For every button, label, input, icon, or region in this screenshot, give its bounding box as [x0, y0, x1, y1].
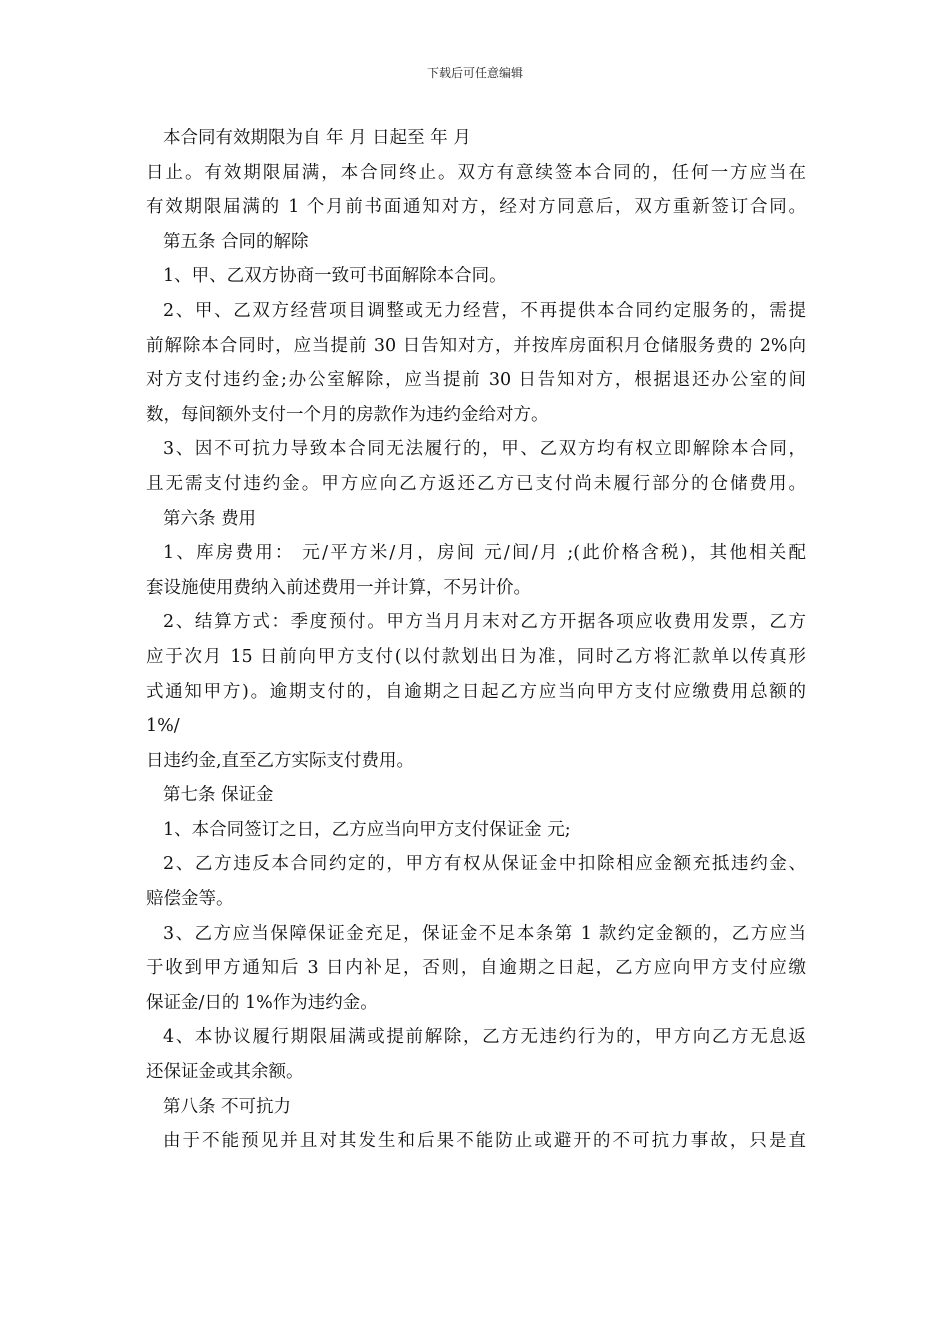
document-body — [146, 121, 806, 1159]
text-line: 日止。有效期限届满，本合同终止。双方有意续签本合同的，任何一方应当在 — [146, 162, 806, 183]
text-line: 4、本协议履行期限届满或提前解除，乙方无违约行为的，甲方向乙方无息返 — [163, 1027, 806, 1048]
text-line: 应于次月 15 日前向甲方支付(以付款划出日为准，同时乙方将汇款单以传真形 — [146, 646, 806, 667]
text-line: 2、结算方式：季度预付。甲方当月月末对乙方开据各项应收费用发票，乙方 — [163, 612, 806, 633]
text-line: 对方支付违约金;办公室解除，应当提前 30 日告知对方，根据退还办公室的间 — [146, 370, 806, 391]
text-line: 2、乙方违反本合同约定的，甲方有权从保证金中扣除相应金额充抵违约金、 — [163, 854, 806, 875]
text-line: 赔偿金等。 — [146, 889, 234, 910]
text-line: 有效期限届满的 1 个月前书面通知对方，经对方同意后，双方重新签订合同。 — [146, 197, 806, 218]
page-header: 下载后可任意编辑 — [426, 66, 523, 80]
text-line: 且无需支付违约金。甲方应向乙方返还乙方已支付尚未履行部分的仓储费用。 — [146, 473, 806, 494]
text-line: 第七条 保证金 — [163, 785, 274, 806]
text-line: 1%/ — [146, 716, 180, 737]
text-line: 1、库房费用： 元/平方米/月，房间 元/间/月 ;(此价格含税)，其他相关配 — [163, 543, 806, 564]
text-line: 第八条 不可抗力 — [163, 1096, 292, 1117]
text-line: 3、乙方应当保障保证金充足，保证金不足本条第 1 款约定金额的，乙方应当 — [163, 923, 806, 944]
text-line: 套设施使用费纳入前述费用一并计算，不另计价。 — [146, 577, 531, 598]
text-line: 于收到甲方通知后 3 日内补足，否则，自逾期之日起，乙方应向甲方支付应缴 — [146, 958, 806, 979]
text-line: 由于不能预见并且对其发生和后果不能防止或避开的不可抗力事故，只是直 — [163, 1131, 806, 1152]
text-line: 保证金/日的 1%作为违约金。 — [146, 992, 378, 1013]
text-line: 1、本合同签订之日，乙方应当向甲方支付保证金 元; — [163, 819, 571, 840]
text-line: 2、甲、乙双方经营项目调整或无力经营，不再提供本合同约定服务的，需提 — [163, 300, 806, 321]
text-line: 1、甲、乙双方协商一致可书面解除本合同。 — [163, 266, 507, 287]
text-line: 还保证金或其余额。 — [146, 1062, 304, 1083]
text-line: 数，每间额外支付一个月的房款作为违约金给对方。 — [146, 404, 549, 425]
text-line: 日违约金,直至乙方实际支付费用。 — [146, 750, 415, 771]
text-line: 3、因不可抗力导致本合同无法履行的，甲、乙双方均有权立即解除本合同， — [163, 439, 806, 460]
text-line: 式通知甲方)。逾期支付的，自逾期之日起乙方应当向甲方支付应缴费用总额的 — [146, 681, 806, 702]
text-line: 第五条 合同的解除 — [163, 231, 309, 252]
text-line: 本合同有效期限为自 年 月 日起至 年 月 — [163, 128, 471, 148]
text-line: 前解除本合同时，应当提前 30 日告知对方，并按库房面积月仓储服务费的 2%向 — [146, 335, 806, 356]
text-line: 第六条 费用 — [163, 508, 257, 529]
